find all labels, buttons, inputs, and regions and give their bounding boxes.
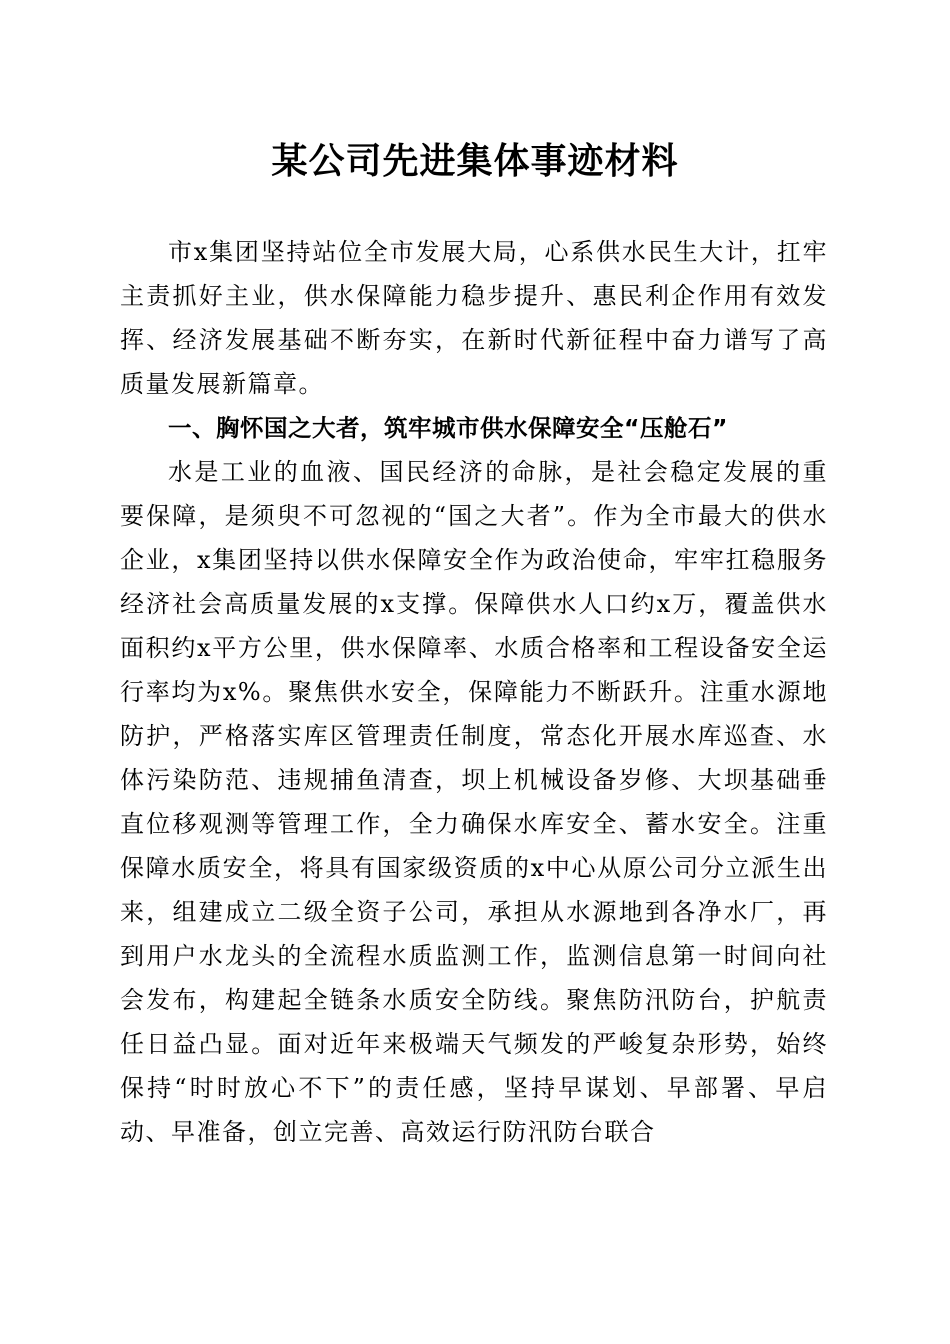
section-heading-1: 一、胸怀国之大者，筑牢城市供水保障安全“压舱石”	[168, 414, 728, 442]
paragraph-intro: 市x集团坚持站位全市发展大局，心系供水民生大计，扛牢主责抓好主业，供水保障能力稳步提升、惠民利企作用有效发挥、经济发展基础不断夯实，在新时代新征程中奋力谱写了高质量发展新篇章。	[120, 238, 828, 398]
paragraph-section-1: 水是工业的血液、国民经济的命脉，是社会稳定发展的重要保障，是须臾不可忽视的“国之大者”。作为全市最大的供水企业，x集团坚持以供水保障安全作为政治使命，牢牢扛稳服务经济社会高质量发展的x支撑。保障供水人口约x万，覆盖供水面积约x平方公里，供水保障率、水质合格率和工程设备安全运行率均为x%。聚焦供水安全，保障能力不断跃升。注重水源地防护，严格落实库区管理责任制度，常态化开展水库巡查、水体污染防范、违规捕鱼清查，坝上机械设备岁修、大坝基础垂直位移观测等管理工作，全力确保水库安全、蓄水安全。注重保障水质安全，将具有国家级资质的x中心从原公司分立派生出来，组建成立二级全资子公司，承担从水源地到各净水厂，再到用户水龙头的全流程水质监测工作，监测信息第一时间向社会发布，构建起全链条水质安全防线。聚焦防汛防台，护航责任日益凸显。面对近年来极端天气频发的严峻复杂形势，始终保持“时时放心不下”的责任感，坚持早谋划、早部署、早启动、早准备，创立完善、高效运行防汛防台联合	[120, 458, 828, 1146]
document-body	[120, 230, 828, 1154]
document-title: 某公司先进集体事迹材料	[271, 140, 679, 182]
